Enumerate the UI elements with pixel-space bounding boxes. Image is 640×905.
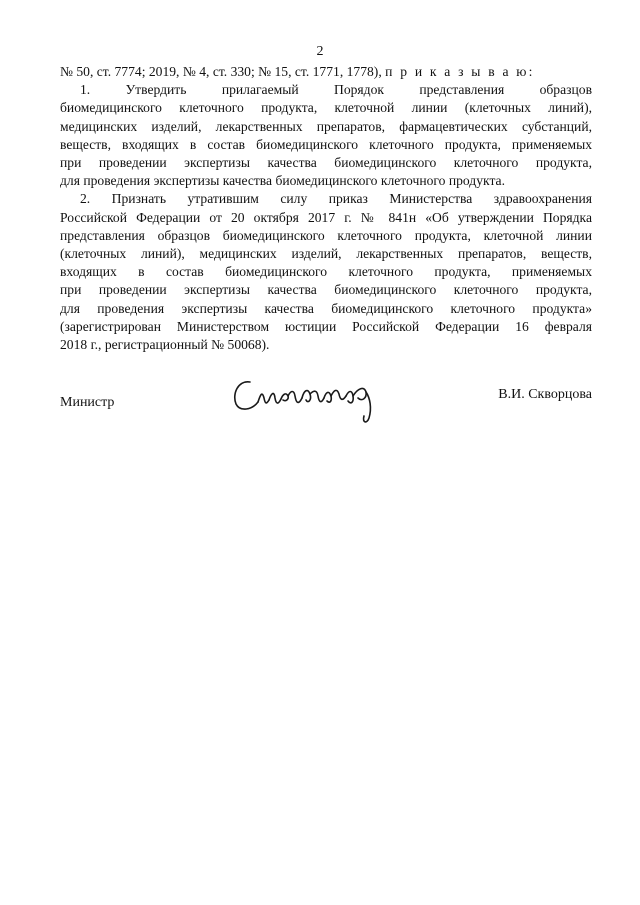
paragraph-item-1: [60, 81, 592, 190]
paragraph-line: для проведения экспертизы качества биомедицинского клеточного продукта.: [60, 173, 505, 189]
paragraph-line: 2. Признать утратившим силу приказ Министерства здравоохранения: [80, 191, 592, 207]
paragraph-line: Российской Федерации от 20 октября 2017 г. № 841н «Об утверждении Порядка: [60, 209, 592, 225]
signatory-name: В.И. Скворцова: [498, 387, 592, 402]
paragraph-line: для проведения экспертизы качества биомедицинского клеточного продукта»: [60, 300, 592, 316]
signature-block: [60, 368, 592, 428]
order-word: п р и к а з ы в а ю:: [385, 64, 535, 79]
paragraph-line: 2018 г., регистрационный № 50068).: [60, 337, 270, 353]
paragraph-line: (клеточных линий), медицинских изделий, лекарственных препаратов, веществ,: [60, 246, 592, 262]
paragraph-item-2: [60, 190, 592, 354]
signatory-position: Министр: [60, 395, 115, 410]
paragraph-line: веществ, входящих в состав биомедицинского клеточного продукта, применяемых: [60, 136, 592, 152]
paragraph-line: медицинских изделий, лекарственных препаратов, фармацевтических субстанций,: [60, 118, 592, 134]
paragraph-line: 1. Утвердить прилагаемый Порядок представления образцов: [80, 82, 592, 98]
page-number: 2: [316, 44, 324, 59]
paragraph-line: (зарегистрирован Министерством юстиции Российской Федерации 16 февраля: [60, 318, 592, 334]
paragraph-line: при проведении экспертизы качества биомедицинского клеточного продукта,: [60, 282, 592, 298]
paragraph-line: представления образцов биомедицинского клеточного продукта, клеточной линии: [60, 227, 592, 243]
paragraph-line: входящих в состав биомедицинского клеточного продукта, применяемых: [60, 264, 592, 280]
paragraph-line: при проведении экспертизы качества биомедицинского клеточного продукта,: [60, 155, 592, 171]
intro-citation: № 50, ст. 7774; 2019, № 4, ст. 330; № 15, ст. 1771, 1778),: [60, 64, 382, 79]
paragraph-line: биомедицинского клеточного продукта, клеточной линии (клеточных линий),: [60, 100, 592, 116]
handwritten-signature: [228, 368, 398, 428]
intro-line: [60, 63, 592, 81]
document-body: [60, 63, 592, 354]
